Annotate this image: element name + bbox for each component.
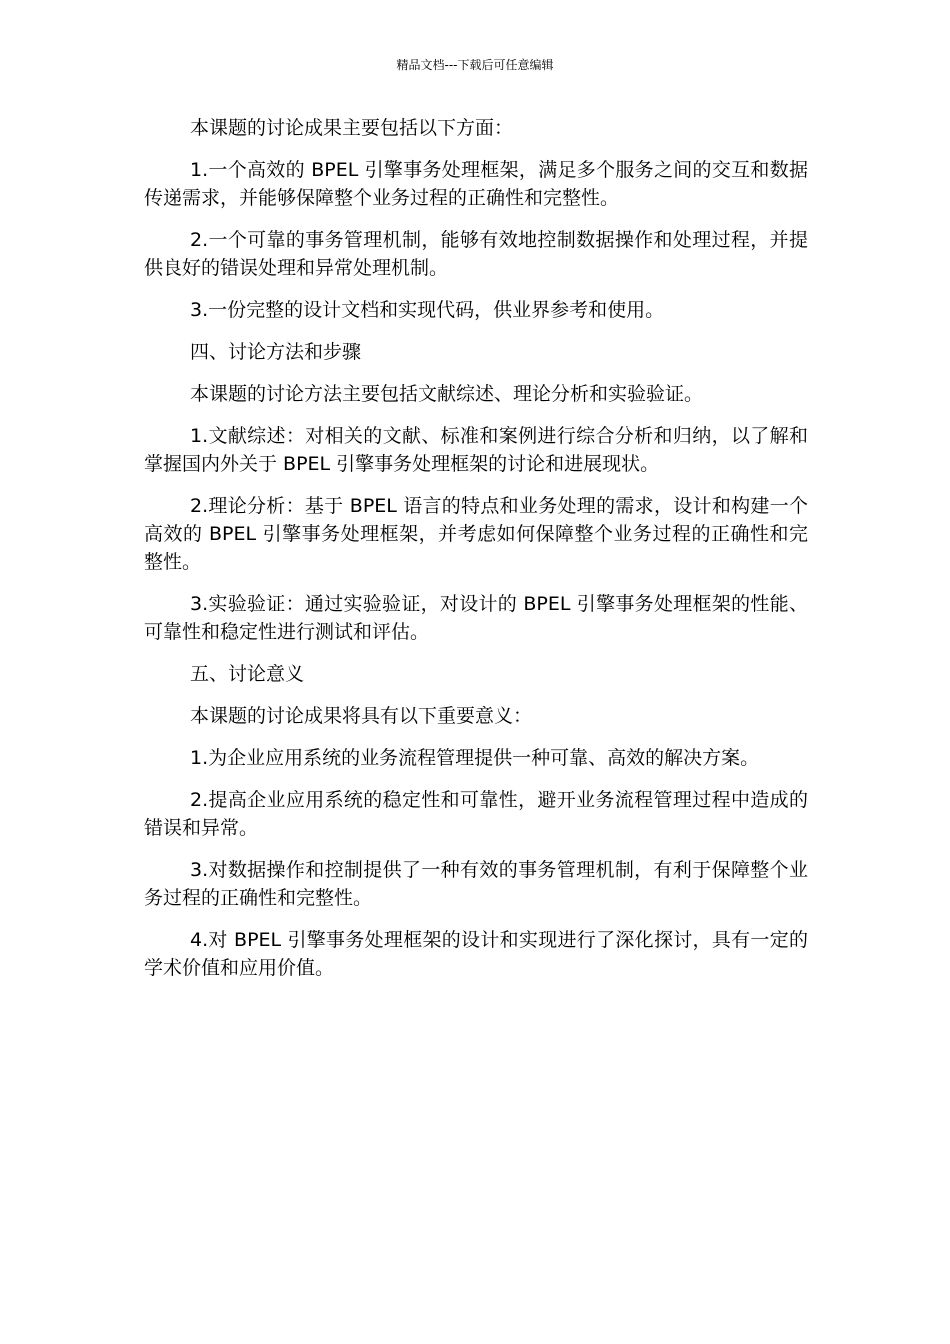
paragraph-method-3: 3.实验验证：通过实验验证，对设计的 BPEL 引擎事务处理框架的性能、可靠性和稳定性进行测试和评估。 (144, 593, 808, 643)
section-heading-significance: 五、讨论意义 (190, 663, 305, 685)
paragraph-intro-results: 本课题的讨论成果主要包括以下方面： (190, 117, 514, 139)
document-body (144, 114, 808, 996)
section-heading-methods: 四、讨论方法和步骤 (190, 341, 362, 363)
paragraph-method-2: 2.理论分析：基于 BPEL 语言的特点和业务处理的需求，设计和构建一个高效的 BPEL 引擎事务处理框架，并考虑如何保障整个业务过程的正确性和完整性。 (144, 495, 808, 573)
page-header: 精品文档---下载后可任意编辑 (396, 58, 554, 72)
paragraph-result-3: 3.一份完整的设计文档和实现代码，供业界参考和使用。 (190, 299, 665, 321)
paragraph-significance-3: 3.对数据操作和控制提供了一种有效的事务管理机制，有利于保障整个业务过程的正确性和完整性。 (144, 859, 808, 909)
paragraph-intro-significance: 本课题的讨论成果将具有以下重要意义： (190, 705, 533, 727)
paragraph-intro-methods: 本课题的讨论方法主要包括文献综述、理论分析和实验验证。 (190, 383, 704, 405)
paragraph-result-1: 1.一个高效的 BPEL 引擎事务处理框架，满足多个服务之间的交互和数据传递需求，并能够保障整个业务过程的正确性和完整性。 (144, 159, 808, 209)
paragraph-method-1: 1.文献综述：对相关的文献、标准和案例进行综合分析和归纳，以了解和掌握国内外关于 BPEL 引擎事务处理框架的讨论和进展现状。 (144, 425, 808, 475)
paragraph-significance-2: 2.提高企业应用系统的稳定性和可靠性，避开业务流程管理过程中造成的错误和异常。 (144, 789, 808, 839)
paragraph-result-2: 2.一个可靠的事务管理机制，能够有效地控制数据操作和处理过程，并提供良好的错误处理和异常处理机制。 (144, 229, 808, 279)
paragraph-significance-4: 4.对 BPEL 引擎事务处理框架的设计和实现进行了深化探讨，具有一定的学术价值和应用价值。 (144, 929, 808, 979)
paragraph-significance-1: 1.为企业应用系统的业务流程管理提供一种可靠、高效的解决方案。 (190, 747, 760, 769)
